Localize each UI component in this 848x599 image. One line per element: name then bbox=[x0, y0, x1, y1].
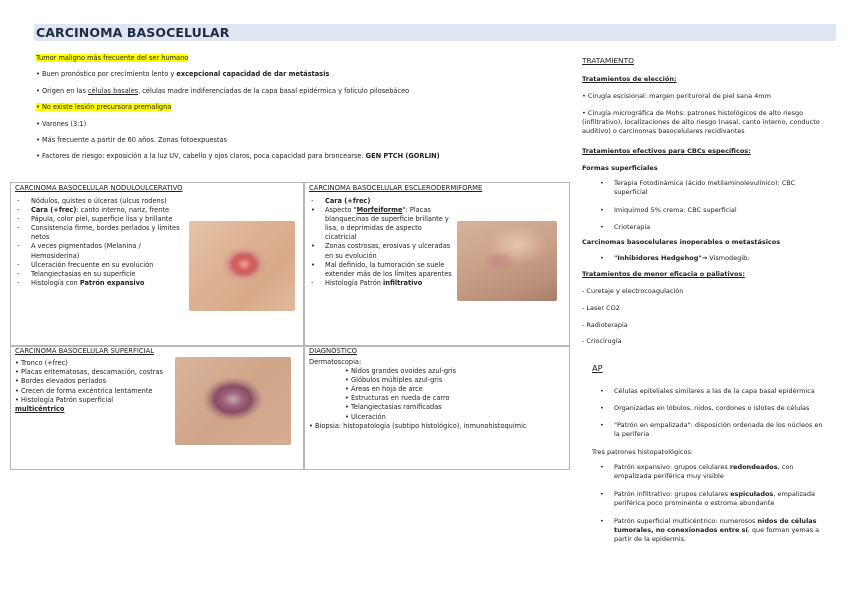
treatment-item: • Cirugía escisional: margen perituroral de piel sana 4mm bbox=[582, 92, 771, 100]
superficial-lesion-photo bbox=[175, 357, 291, 445]
list-item: • Crecen de forma excéntrica lentamente bbox=[15, 386, 153, 395]
box-diagnostico bbox=[304, 346, 570, 470]
box-noduloulcerativo-heading: CARCINOMA BASOCELULAR NODULOULCERATIVO bbox=[15, 184, 183, 192]
list-item: • Histología Patrón superficial bbox=[15, 395, 114, 404]
list-item: - Consistencia firme, bordes perlados y límites netos bbox=[17, 224, 180, 242]
treatment-item: • Cirugía micrográfica de Mohs: patrones histológicos de alto riesgo (infiltrativo), localizaciones de alto riesgo (nasal, canto interno, conducto auditivo) o carcinomas basocelulares recidivantes bbox=[582, 109, 820, 135]
list-item: multicéntrico bbox=[15, 405, 65, 414]
list-item: • Estructuras en rueda de carro bbox=[345, 394, 450, 403]
list-item: - Cara (+frec) bbox=[311, 197, 371, 205]
ap-item: • Patrón superficial multicéntrico: numerosos nidos de células tumorales, no conexionados entre sí, que forman yemas a partir de la epidermis. bbox=[600, 517, 820, 544]
box-noduloulcerativo bbox=[10, 182, 304, 346]
treatment-subheading-specific: Tratamientos efectivos para CBCs específicos: bbox=[582, 147, 751, 155]
list-item: • Tronco (+frec) bbox=[15, 359, 68, 367]
list-item: - Histología con Patrón expansivo bbox=[17, 278, 145, 287]
ap-patterns-intro: Tres patrones histopatológicos: bbox=[592, 448, 694, 456]
sclerodermiform-lesion-photo bbox=[457, 221, 557, 301]
treatment-item: • "Inhibidores Hedgehog"→ Vismodegib: bbox=[600, 254, 750, 262]
treatment-item: - Laser CO2 bbox=[582, 304, 620, 312]
list-item: - Cara (+frec): canto interno, nariz, frente bbox=[17, 206, 170, 215]
list-item: - Ulceración frecuente en su evolución bbox=[17, 260, 154, 269]
treatment-subheading-inoperable: Carcinomas basocelulares inoperables o metastásicos bbox=[582, 238, 781, 246]
treatment-item: • Crioterapia bbox=[600, 223, 651, 231]
treatment-subheading-palliative: Tratamientos de menor eficacia o paliativos: bbox=[582, 270, 745, 278]
list-item: - Telangiectasias en su superficie bbox=[17, 269, 136, 278]
treatment-heading: TRATAMIENTO bbox=[582, 56, 634, 65]
list-item: • Aspecto "Morfeiforme": Placas blanquecinas de superficie brillante y lisa, o deprimidas de aspecto cicatricial bbox=[311, 206, 449, 242]
ap-item: • Patrón expansivo: grupos celulares redondeados, con empalizada periférica muy visible bbox=[600, 463, 794, 481]
box-esclerodermiforme-heading: CARCINOMA BASOCELULAR ESCLERODERMIFORME bbox=[309, 184, 483, 192]
noduloulcerative-lesion-photo bbox=[189, 221, 295, 311]
ap-item: • Patrón infiltrativo: grupos celulares espiculados, empalizada periférica poco prominente o estroma abundante bbox=[600, 490, 816, 508]
intro-line-6: • Más frecuente a partir de 60 años. Zonas fotoexpuestas bbox=[36, 135, 228, 144]
intro-line-4: • No existe lesión precursora premaligna bbox=[36, 103, 172, 112]
list-item: • Placas eritematosas, descamación, costras bbox=[15, 368, 163, 377]
intro-line-7: • Factores de riesgo: exposición a la luz UV, cabello y ojos claros, poca capacidad para broncearse. GEN PTCH (GORLIN) bbox=[36, 152, 440, 161]
list-item: • Áreas en hoja de arce bbox=[345, 385, 423, 394]
list-item: - A veces pigmentados (Melanina / Hemosiderina) bbox=[17, 242, 141, 260]
treatment-item: • Terapia Fotodinámica (ácido metilaminolevulínico): CBC superficial bbox=[600, 179, 796, 197]
treatment-subheading-superficial: Formas superficiales bbox=[582, 164, 658, 172]
ap-item: • Células epiteliales similares a las de la capa basal epidérmica bbox=[600, 387, 815, 395]
ap-item: • Organizadas en lóbulos, nidos, cordones o islotes de células bbox=[600, 404, 810, 412]
ap-heading: AP bbox=[592, 363, 603, 373]
page-title: CARCINOMA BASOCELULAR bbox=[36, 25, 230, 40]
list-item: • Nidos grandes ovoides azul-gris bbox=[345, 367, 457, 376]
treatment-item: • Imiquimod 5% crema: CBC superficial bbox=[600, 206, 737, 214]
box-diagnostico-heading: DIAGNÓSTICO bbox=[309, 347, 358, 355]
biopsy-item: • Biopsia: histopatología (subtipo histológico), inmunohistoquímic bbox=[309, 421, 527, 430]
list-item: • Zonas costrosas, erosivas y ulceradas en su evolución bbox=[311, 242, 451, 260]
intro-line-1: Tumor maligno más frecuente del ser humano bbox=[36, 54, 189, 62]
treatment-item: - Criocirugía bbox=[582, 337, 622, 345]
treatment-item: - Radioterapia bbox=[582, 321, 628, 329]
treatment-item: - Curetaje y electrocoagulación bbox=[582, 287, 684, 295]
dermatoscopy-label: Dermatoscopia: bbox=[309, 358, 362, 366]
list-item: • Ulceración bbox=[345, 412, 386, 421]
intro-line-2: • Buen pronóstico por crecimiento lento y excepcional capacidad de dar metástasis bbox=[36, 70, 330, 79]
title-bar bbox=[34, 24, 836, 41]
intro-line-3: • Origen en las células basales, células madre indiferenciadas de la capa basal epidérmica y folículo pilosebáceo bbox=[36, 86, 410, 95]
list-item: - Histología Patrón infiltrativo bbox=[311, 278, 423, 287]
list-item: • Glóbulos múltiples azul-gris bbox=[345, 376, 443, 385]
treatment-subheading-choice: Tratamientos de elección: bbox=[582, 75, 677, 83]
list-item: - Pápula, color piel, superficie lisa y brillante bbox=[17, 215, 173, 224]
list-item: • Mal definido, la tumoración se suele extender más de los límites aparentes bbox=[311, 260, 452, 278]
intro-section bbox=[36, 54, 556, 169]
list-item: • Telangiectasias ramificadas bbox=[345, 403, 442, 412]
box-superficial bbox=[10, 346, 304, 470]
list-item: - Nódulos, quistes o úlceras (ulcus rodens) bbox=[17, 197, 167, 205]
box-esclerodermiforme bbox=[304, 182, 570, 346]
box-superficial-heading: CARCINOMA BASOCELULAR SUPERFICIAL bbox=[15, 347, 155, 355]
intro-line-5: • Varones (3:1) bbox=[36, 119, 87, 128]
list-item: • Bordes elevados perlados bbox=[15, 377, 107, 386]
ap-item: • "Patrón en empalizada": disposición ordenada de los núcleos en la periferia bbox=[600, 421, 823, 439]
